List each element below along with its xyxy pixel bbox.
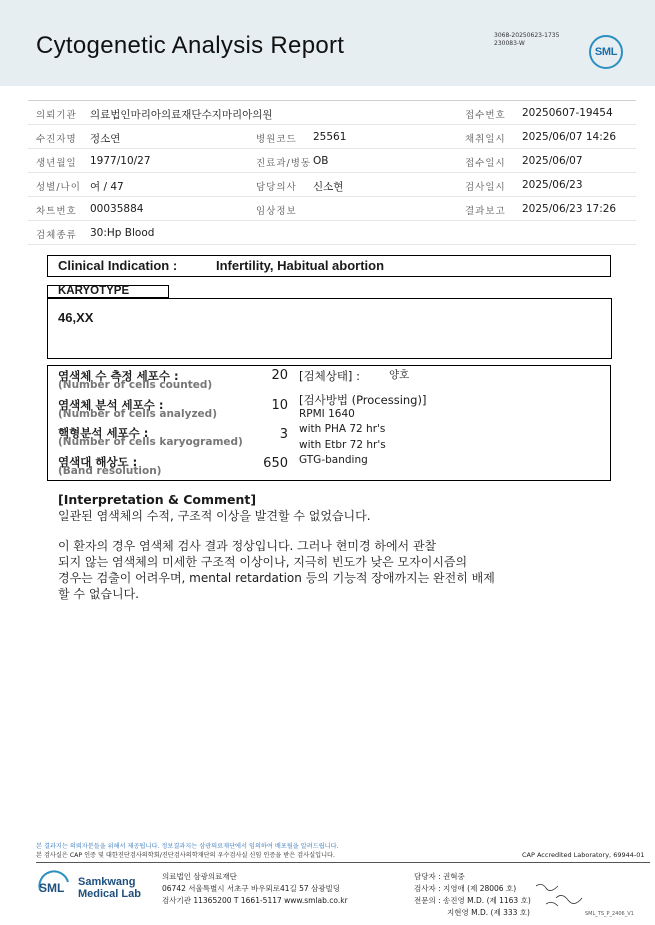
value-collection-date: 2025/06/07 14:26 (522, 131, 617, 143)
info-row (28, 149, 636, 173)
brand-line2: Medical Lab (78, 888, 141, 900)
brand-line1: Samkwang (78, 876, 136, 888)
footer-notes (36, 842, 339, 860)
address-line: 06742 서울특별시 서초구 바우뫼로41길 57 삼광빌딩 (162, 884, 341, 893)
staff-role: 검사자 : (414, 884, 441, 893)
label-clinical-info: 임상정보 (256, 206, 297, 217)
info-row (28, 101, 636, 125)
value-sex-age: 여 / 47 (90, 181, 124, 193)
cells-karyogramed-label: 핵형분석 세포수 : (58, 426, 149, 440)
label-physician: 담당의사 (256, 182, 297, 193)
interpretation-line: 할 수 없습니다. (58, 587, 139, 601)
label-patient-name: 수진자명 (36, 134, 77, 145)
clinical-indication-label: Clinical Indication : (58, 258, 178, 273)
value-report-date: 2025/06/23 17:26 (522, 203, 617, 215)
spacer (58, 524, 578, 538)
staff-role: 전문의 : (414, 896, 441, 905)
value-birth-date: 1977/10/27 (90, 155, 151, 167)
value-chart-number: 00035884 (90, 203, 144, 215)
patient-info-table (28, 100, 636, 245)
band-resolution-value: 650 (263, 456, 288, 471)
label-report-date: 결과보고 (465, 206, 506, 217)
value-accession-number: 20250607-19454 (522, 107, 613, 119)
processing-line: RPMI 1640 (299, 408, 355, 420)
label-accession-number: 접수번호 (465, 110, 506, 121)
logo-text: SML (594, 46, 618, 58)
cells-analyzed-value: 10 (271, 398, 288, 413)
info-row (28, 173, 636, 197)
label-test-date: 검사일시 (465, 182, 506, 193)
label-requesting-institution: 의뢰기관 (36, 110, 77, 121)
info-row (28, 125, 636, 149)
interpretation-line: 일관된 염색체의 수적, 구조적 이상을 발견할 수 없었습니다. (58, 509, 371, 523)
staff-row (414, 895, 531, 907)
cells-karyogramed-value: 3 (279, 427, 288, 442)
value-specimen-type: 30:Hp Blood (90, 227, 155, 239)
barcode-line2: 230083-W (494, 40, 525, 47)
lab-address (162, 871, 348, 907)
staff-row (414, 907, 531, 919)
value-patient-name: 정소연 (90, 133, 121, 145)
info-row (28, 197, 636, 221)
staff-name: 지영애 (제 28006 호) (443, 884, 517, 893)
report-header (0, 0, 655, 86)
label-specimen-type: 검체종류 (36, 230, 77, 241)
clinical-indication-value: Infertility, Habitual abortion (216, 258, 385, 273)
footer-note: 본 검사실은 CAP 인증 및 대한진단검사의학회/진단검사의학재단의 우수검사실 신임 인증을 받은 검사실입니다. (36, 852, 335, 859)
band-resolution-label: 염색대 해상도 : (58, 455, 138, 469)
value-department: OB (313, 155, 329, 167)
footer-divider (36, 862, 650, 863)
processing-line: with PHA 72 hr's (299, 423, 386, 435)
value-received-date: 2025/06/07 (522, 155, 583, 167)
value-physician: 신소현 (313, 181, 344, 193)
processing-method-label: [검사방법 (Processing)] (299, 393, 427, 407)
clinical-indication-box (47, 255, 611, 277)
sml-logo-icon (589, 35, 623, 69)
cells-counted-label: 염색체 수 측정 세포수 : (58, 369, 179, 383)
cells-counted-value: 20 (271, 368, 288, 383)
sml-brand-logo-text: SML (39, 881, 65, 895)
cells-analyzed-label: 염색체 분석 세포수 : (58, 398, 164, 412)
label-birth-date: 생년월일 (36, 158, 77, 169)
form-code: SML_TS_P_2406_V1 (585, 911, 634, 917)
specimen-status-label: [검체상태] : (299, 369, 360, 383)
staff-list (414, 871, 531, 919)
staff-name: 지현영 M.D. (제 333 호) (447, 908, 530, 917)
interpretation-line: 경우는 검출이 어려우며, mental retardation 등의 기능적 장애까지는 완전히 배제 (58, 571, 495, 585)
label-chart-number: 차트번호 (36, 206, 77, 217)
address-line: 의료법인 삼광의료재단 (162, 872, 237, 881)
cells-counted-sublabel: (Number of cells counted) (58, 379, 213, 391)
label-received-date: 접수일시 (465, 158, 506, 169)
label-sex-age: 성별/나이 (36, 182, 81, 193)
specimen-status-value: 양호 (389, 369, 410, 381)
staff-name: 송진영 M.D. (제 1163 호) (443, 896, 531, 905)
sml-brand-logo-icon (36, 870, 72, 900)
interpretation-section (58, 492, 578, 602)
staff-role: 담당자 : (414, 872, 441, 881)
cells-analyzed-sublabel: (Number of cells analyzed) (58, 408, 217, 420)
value-test-date: 2025/06/23 (522, 179, 583, 191)
cap-accreditation: CAP Accredited Laboratory, 69944-01 (522, 851, 645, 859)
interpretation-line: 되지 않는 염색체의 미세한 구조적 이상이나, 지극히 빈도가 낮은 모자이시즘의 (58, 555, 468, 569)
karyotype-value: 46,XX (58, 310, 94, 325)
karyotype-box (47, 298, 612, 359)
value-hospital-code: 25561 (313, 131, 347, 143)
label-collection-date: 채취일시 (465, 134, 506, 145)
footer-note: 본 결과지는 의뢰자분들을 위해서 제공됩니다. 정보결과지는 삼광의료재단에서 임의하여 배포될을 알려드립니다. (36, 843, 339, 850)
karyotype-title: KARYOTYPE (47, 285, 169, 298)
label-hospital-code: 병원코드 (256, 134, 297, 145)
staff-row (414, 883, 531, 895)
cell-analysis-box (47, 365, 611, 481)
staff-name: 권혁중 (443, 872, 465, 881)
interpretation-title: [Interpretation & Comment] (58, 492, 257, 507)
address-line: 검사기관 11365200 T 1661-5117 www.smlab.co.kr (162, 896, 348, 905)
barcode-text (494, 32, 559, 48)
band-resolution-sublabel: (Band resolution) (58, 465, 162, 477)
brand-name (78, 876, 141, 900)
report-title: Cytogenetic Analysis Report (36, 32, 345, 59)
info-row (28, 221, 636, 245)
interpretation-line: 이 환자의 경우 염색체 검사 결과 정상입니다. 그러나 현미경 하에서 관찰 (58, 539, 437, 553)
barcode-line1: 3068-20250623-1735 (494, 32, 560, 39)
processing-line: GTG-banding (299, 454, 368, 466)
staff-row (414, 871, 531, 883)
cells-karyogramed-sublabel: (Number of cells karyogramed) (58, 436, 243, 448)
signature-icon (526, 880, 586, 912)
value-requesting-institution: 의료법인마리아의료재단수지마리아의원 (90, 109, 273, 121)
label-department: 진료과/병동 (256, 158, 312, 169)
processing-line: with Etbr 72 hr's (299, 439, 386, 451)
